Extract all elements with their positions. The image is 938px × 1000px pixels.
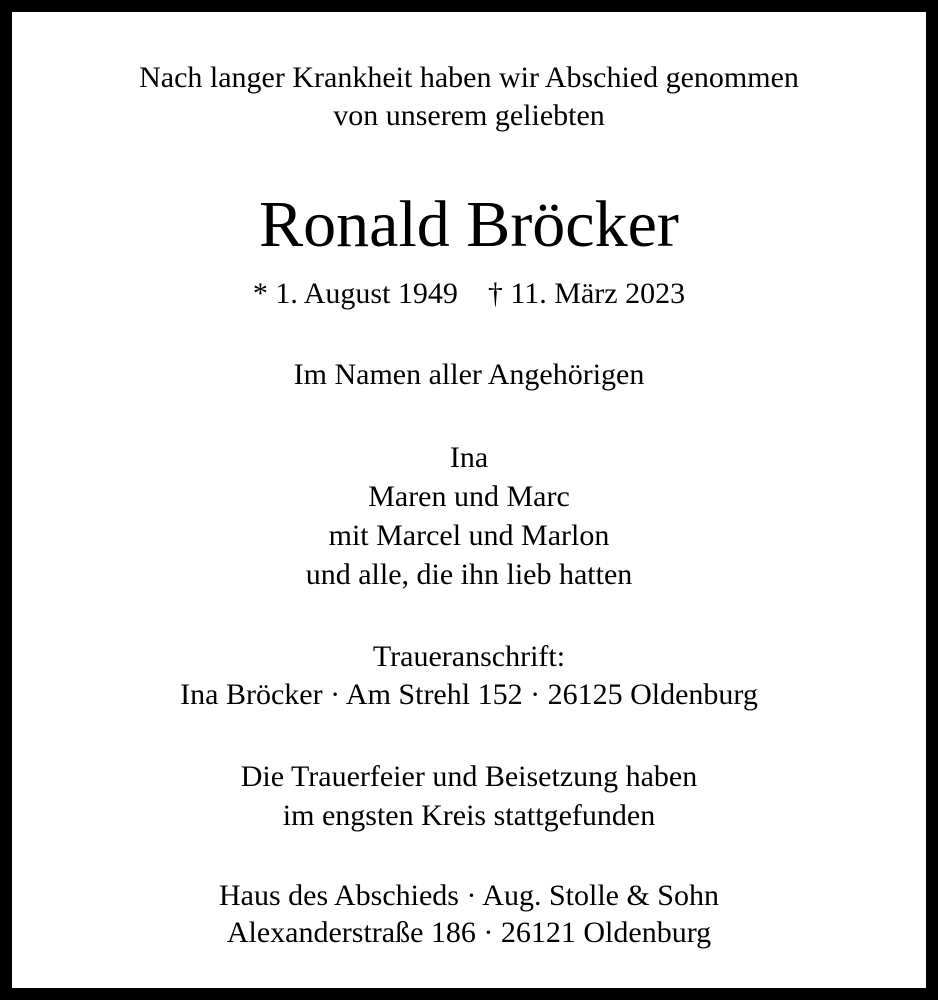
address-line: Ina Bröcker · Am Strehl 152 · 26125 Oldenburg: [180, 678, 758, 711]
life-dates: [12, 276, 926, 312]
death-date: † 11. März 2023: [487, 277, 686, 310]
family-member: mit Marcel und Marlon: [328, 519, 610, 552]
family-intro: Im Namen aller Angehörigen: [293, 358, 645, 391]
ceremony-line-1: Die Trauerfeier und Beisetzung haben: [240, 760, 698, 793]
ceremony-line-2: im engsten Kreis stattgefunden: [282, 799, 656, 832]
address-label: Traueranschrift:: [372, 640, 566, 673]
intro-line-1: Nach langer Krankheit haben wir Abschied genommen: [139, 61, 799, 94]
intro-line-2: von unserem geliebten: [333, 99, 605, 132]
funeral-home-line-1: Haus des Abschieds · Aug. Stolle & Sohn: [219, 879, 719, 912]
family-member: Ina: [449, 441, 489, 474]
funeral-home-line-2: Alexanderstraße 186 · 26121 Oldenburg: [226, 916, 712, 949]
deceased-name: Ronald Bröcker: [259, 188, 679, 261]
family-member: und alle, die ihn lieb hatten: [305, 558, 633, 591]
birth-date: * 1. August 1949: [252, 277, 458, 310]
family-member: Maren und Marc: [368, 480, 570, 513]
